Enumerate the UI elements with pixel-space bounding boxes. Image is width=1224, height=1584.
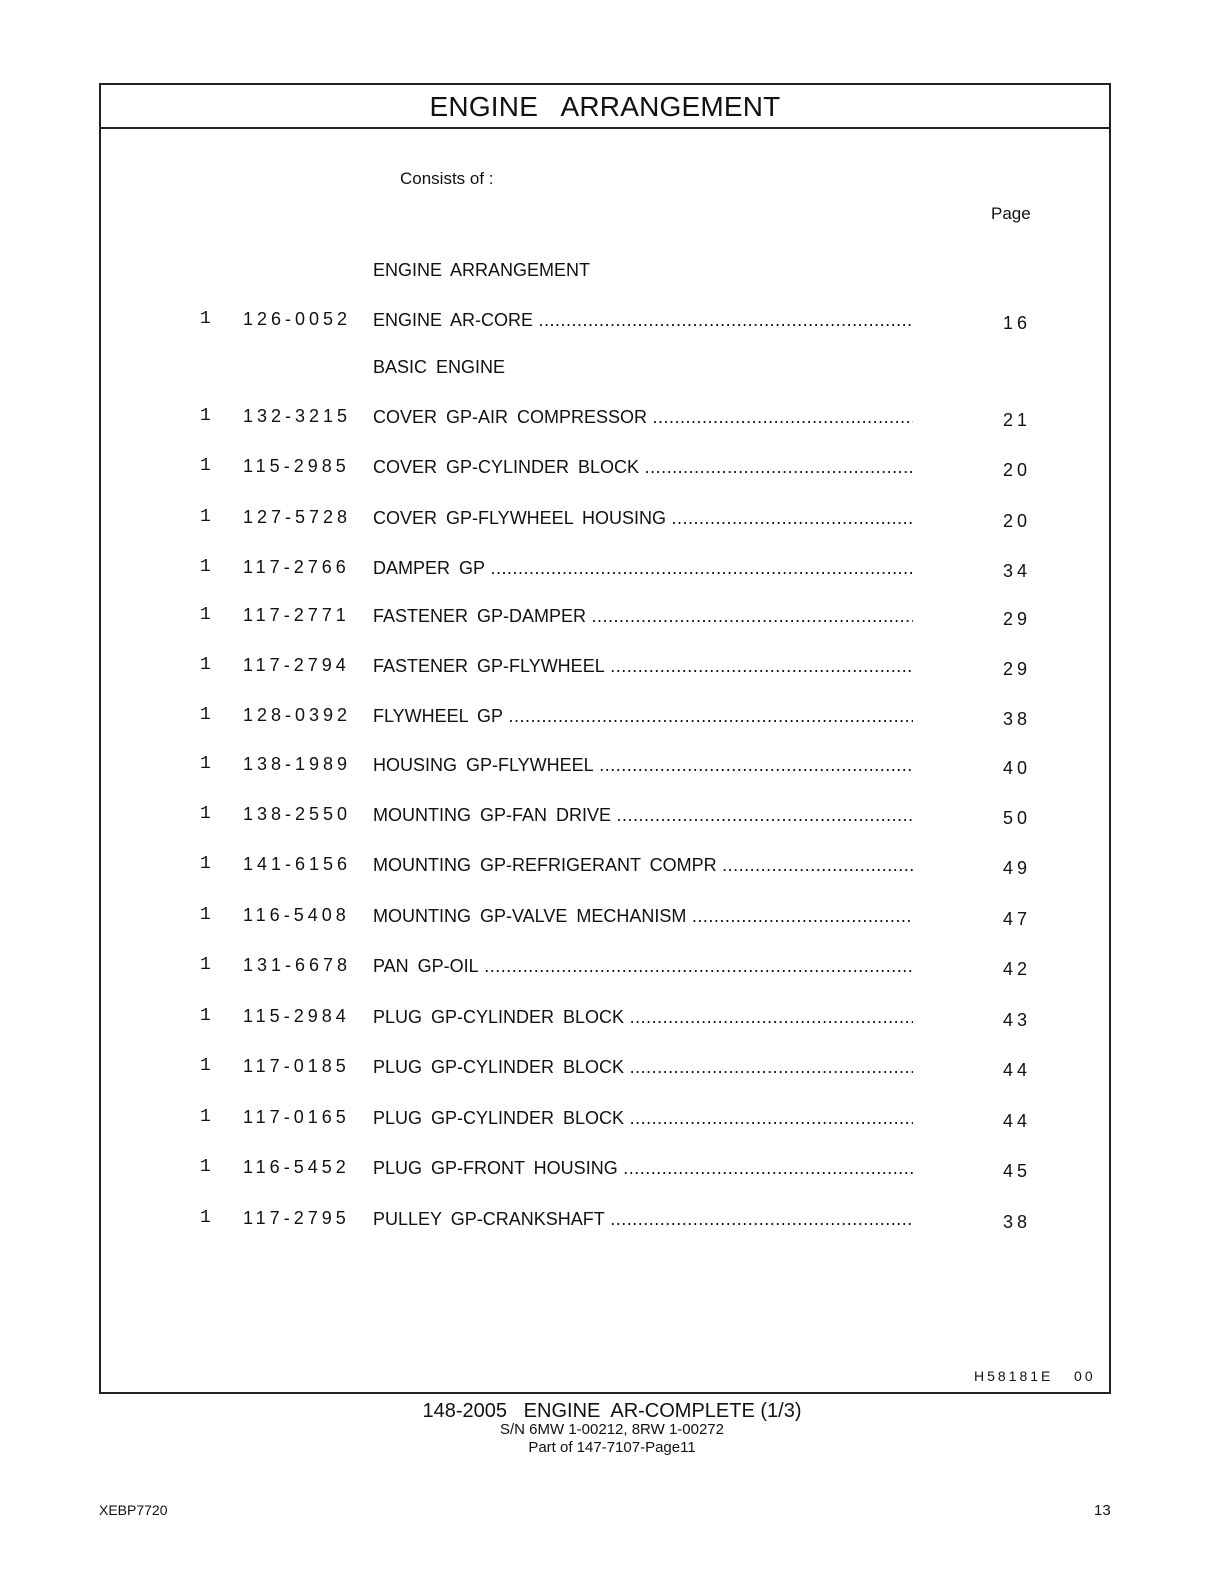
consists-of-label: Consists of : xyxy=(400,169,494,188)
part-of-reference: Part of 147-7107-Page11 xyxy=(528,1439,696,1456)
quantity: 1 xyxy=(200,905,211,925)
part-number: 138-2550 xyxy=(243,804,352,824)
part-description: PLUG GP-FRONT HOUSING ..... xyxy=(373,1158,913,1179)
part-number: 128-0392 xyxy=(243,705,352,725)
quantity: 1 xyxy=(200,1006,211,1026)
table-row xyxy=(101,1006,1109,1036)
table-row xyxy=(101,406,1109,436)
quantity: 1 xyxy=(200,605,211,625)
footer-title: 148-2005 ENGINE AR-COMPLETE (1/3) xyxy=(422,1400,802,1422)
quantity: 1 xyxy=(200,406,211,426)
part-number: 127-5728 xyxy=(243,507,352,527)
table-row xyxy=(101,605,1109,635)
part-number: 115-2984 xyxy=(243,1006,350,1026)
table-row xyxy=(101,507,1109,537)
quantity: 1 xyxy=(200,507,211,527)
part-number: 117-2795 xyxy=(243,1208,350,1228)
part-description: ENGINE AR-CORE ..... xyxy=(373,310,913,331)
quantity: 1 xyxy=(200,1208,211,1228)
section-heading-basic-engine: BASIC ENGINE xyxy=(373,357,506,377)
page-reference: 21 xyxy=(1003,410,1032,430)
quantity: 1 xyxy=(200,854,211,874)
serial-number-range: S/N 6MW 1-00212, 8RW 1-00272 xyxy=(500,1421,724,1438)
page-reference: 47 xyxy=(1003,909,1032,929)
page-reference: 45 xyxy=(1003,1161,1032,1181)
table-row xyxy=(101,456,1109,486)
page-reference: 42 xyxy=(1003,959,1032,979)
part-description: PULLEY GP-CRANKSHAFT ..... xyxy=(373,1209,913,1230)
part-number: 117-2794 xyxy=(243,655,350,675)
page-reference: 44 xyxy=(1003,1111,1032,1131)
part-description: FASTENER GP-DAMPER ..... xyxy=(373,606,913,627)
part-description: PLUG GP-CYLINDER BLOCK ..... xyxy=(373,1057,913,1078)
part-description: DAMPER GP ..... xyxy=(373,558,913,579)
part-number: 117-0185 xyxy=(243,1056,350,1076)
part-description: FASTENER GP-FLYWHEEL ..... xyxy=(373,656,913,677)
part-description: PLUG GP-CYLINDER BLOCK ..... xyxy=(373,1007,913,1028)
page-reference: 44 xyxy=(1003,1060,1032,1080)
part-description: FLYWHEEL GP ..... xyxy=(373,706,913,727)
part-number: 126-0052 xyxy=(243,309,352,329)
page-reference: 29 xyxy=(1003,609,1032,629)
document-id: H58181E 00 xyxy=(974,1368,1096,1384)
part-description: MOUNTING GP-FAN DRIVE ..... xyxy=(373,805,913,826)
page-reference: 20 xyxy=(1003,511,1032,531)
part-number: 116-5408 xyxy=(243,905,350,925)
page-reference: 16 xyxy=(1003,313,1032,333)
quantity: 1 xyxy=(200,1056,211,1076)
part-number: 117-0165 xyxy=(243,1107,350,1127)
part-number: 117-2766 xyxy=(243,557,350,577)
section-heading-engine-arrangement: ENGINE ARRANGEMENT xyxy=(373,260,591,280)
part-description: MOUNTING GP-VALVE MECHANISM ..... xyxy=(373,906,913,927)
quantity: 1 xyxy=(200,309,211,329)
page-reference: 29 xyxy=(1003,659,1032,679)
page-reference: 34 xyxy=(1003,561,1032,581)
page-reference: 43 xyxy=(1003,1010,1032,1030)
page-reference: 38 xyxy=(1003,1212,1032,1232)
table-row xyxy=(101,1107,1109,1137)
part-description: COVER GP-FLYWHEEL HOUSING ..... xyxy=(373,508,913,529)
quantity: 1 xyxy=(200,754,211,774)
part-number: 131-6678 xyxy=(243,955,352,975)
table-row xyxy=(101,705,1109,735)
table-row xyxy=(101,1208,1109,1238)
part-description: PLUG GP-CYLINDER BLOCK ..... xyxy=(373,1108,913,1129)
table-row xyxy=(101,754,1109,784)
quantity: 1 xyxy=(200,1107,211,1127)
book-code: XEBP7720 xyxy=(99,1502,168,1518)
part-number: 116-5452 xyxy=(243,1157,350,1177)
quantity: 1 xyxy=(200,456,211,476)
part-number: 115-2985 xyxy=(243,456,350,476)
table-row xyxy=(101,309,1109,339)
page-column-header: Page xyxy=(991,204,1031,223)
page-reference: 20 xyxy=(1003,460,1032,480)
page-reference: 38 xyxy=(1003,709,1032,729)
parts-list-frame xyxy=(99,83,1111,1394)
quantity: 1 xyxy=(200,705,211,725)
table-row xyxy=(101,1157,1109,1187)
frame-title: ENGINE ARRANGEMENT xyxy=(101,85,1109,129)
page-reference: 49 xyxy=(1003,858,1032,878)
page-reference: 40 xyxy=(1003,758,1032,778)
quantity: 1 xyxy=(200,804,211,824)
table-row xyxy=(101,1056,1109,1086)
quantity: 1 xyxy=(200,1157,211,1177)
quantity: 1 xyxy=(200,955,211,975)
part-description: HOUSING GP-FLYWHEEL ..... xyxy=(373,755,913,776)
part-number: 141-6156 xyxy=(243,854,352,874)
part-number: 138-1989 xyxy=(243,754,352,774)
part-description: MOUNTING GP-REFRIGERANT COMPR ..... xyxy=(373,855,913,876)
table-row xyxy=(101,905,1109,935)
table-row xyxy=(101,804,1109,834)
part-description: COVER GP-AIR COMPRESSOR ..... xyxy=(373,407,913,428)
page-reference: 50 xyxy=(1003,808,1032,828)
table-row xyxy=(101,955,1109,985)
page-number: 13 xyxy=(1094,1502,1111,1519)
part-number: 117-2771 xyxy=(243,605,350,625)
table-row xyxy=(101,655,1109,685)
part-description: COVER GP-CYLINDER BLOCK ..... xyxy=(373,457,913,478)
part-number: 132-3215 xyxy=(243,406,352,426)
table-row xyxy=(101,557,1109,587)
quantity: 1 xyxy=(200,655,211,675)
part-description: PAN GP-OIL ..... xyxy=(373,956,913,977)
quantity: 1 xyxy=(200,557,211,577)
table-row xyxy=(101,854,1109,884)
